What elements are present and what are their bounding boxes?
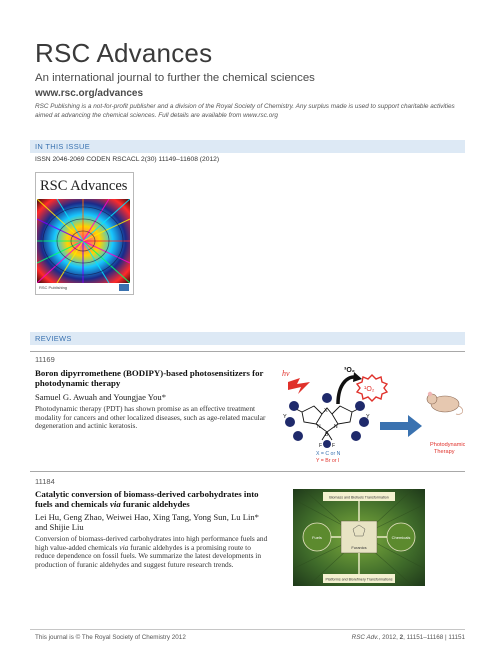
article-divider: [30, 351, 465, 352]
biomass-graphical-abstract: [293, 489, 425, 586]
journal-subtitle: An international journal to further the chemical sciences: [35, 72, 315, 84]
article-abstract-part: Conversion of biomass-derived carbohydrates into high performance fuels and high value-added chemicals: [35, 534, 268, 552]
cover-title: RSC Advances: [40, 178, 128, 194]
pdt-label-1: Photodynamic: [430, 442, 465, 448]
pdt-label-2: Therapy: [434, 449, 455, 455]
chemicals-label: Chemicals: [391, 535, 411, 540]
footer-journal: RSC Adv.: [351, 634, 379, 641]
issn-line: ISSN 2046-2069 CODEN RSCACL 2(30) 11149–11608 (2012): [35, 156, 220, 163]
article-page-number: 11184: [35, 477, 55, 486]
article-title[interactable]: [35, 489, 270, 509]
article-title-italic: via: [110, 499, 121, 509]
legend-x: X = C or N: [316, 451, 341, 457]
in-this-issue-label: IN THIS ISSUE: [35, 142, 91, 151]
article-abstract: [35, 535, 270, 569]
singlet-oxygen-label: ¹O₂: [364, 386, 375, 393]
atom-y2-label: Y: [366, 414, 370, 420]
article-title-part: furanic aldehydes: [120, 499, 190, 509]
article-abstract: Photodynamic therapy (PDT) has shown promise as an effective treatment modality for cancers and other localized diseases, such as age-related macular degeneration and actinic keratosis.: [35, 404, 266, 431]
cover-publisher: RSC Publishing: [39, 285, 68, 290]
atom-n2-label: N: [334, 424, 338, 430]
article-title-part: Catalytic conversion of biomass-derived carbohydrates into fuels and chemicals: [35, 489, 259, 509]
bottom-label: Platforms and Biorefinery Transformations: [325, 577, 393, 582]
atom-f2-label: F: [332, 443, 336, 449]
article-page-number: 11169: [35, 355, 55, 364]
mouse-icon: [427, 392, 463, 415]
article-abstract-part: furanic aldehydes is a promising route to reduce dependence on fossil fuels. We summarize the latest developments in production of furanic aldehydes and suggest future research trends.: [35, 542, 262, 569]
footer-citation: [352, 634, 465, 641]
journal-url[interactable]: www.rsc.org/advances: [35, 88, 144, 99]
light-bolt-icon: [288, 378, 310, 394]
substituent-dots: [285, 393, 369, 448]
article-authors: Samuel G. Awuah and Youngjae You*: [35, 392, 166, 402]
footer-volume: 2: [399, 634, 404, 641]
atom-x-label: X: [324, 408, 328, 414]
center-label: Furanics: [351, 545, 367, 550]
footer-pages: , 11151–11168 | 11151: [403, 634, 465, 641]
fuels-label: Fuels: [312, 535, 322, 540]
cover-artwork: [37, 199, 130, 283]
atom-y-label: Y: [283, 414, 287, 420]
article-abstract-italic: via: [119, 542, 129, 552]
hv-label: hν: [282, 369, 290, 378]
footer-copyright: This journal is © The Royal Society of Chemistry 2012: [35, 634, 186, 641]
atom-b-label: B: [325, 432, 329, 438]
therapy-arrow-icon: [380, 415, 422, 437]
footer-ref: , 2012,: [378, 634, 400, 641]
article-title[interactable]: Boron dipyrromethene (BODIPY)-based photosensitizers for photodynamic therapy: [35, 368, 264, 388]
triplet-oxygen-label: ³O₂: [344, 367, 355, 374]
cover-logo: [119, 284, 129, 291]
in-this-issue-bar: [30, 140, 465, 153]
reviews-label: REVIEWS: [35, 334, 72, 343]
article-divider: [30, 471, 465, 472]
journal-title: RSC Advances: [35, 38, 213, 68]
atom-f-label: F: [319, 443, 323, 449]
top-label: Biomass and Biofuels Transformation: [329, 495, 389, 500]
article-authors: Lei Hu, Geng Zhao, Weiwei Hao, Xing Tang, Yong Sun, Lu Lin* and Shijie Liu: [35, 512, 259, 532]
atom-n-label: N: [317, 424, 321, 430]
publisher-note: RSC Publishing is a not-for-profit publisher and a division of the Royal Society of Chemistry. Any surplus made is used to support charitable activities aimed at advancing the chemical sciences. Full details are available from www.rsc.org: [35, 103, 455, 119]
bodipy-graphical-abstract: [280, 360, 465, 465]
legend-y: Y = Br or I: [316, 458, 340, 464]
reviews-bar: [30, 332, 465, 345]
journal-cover[interactable]: [35, 172, 134, 295]
footer-divider: [30, 629, 465, 630]
